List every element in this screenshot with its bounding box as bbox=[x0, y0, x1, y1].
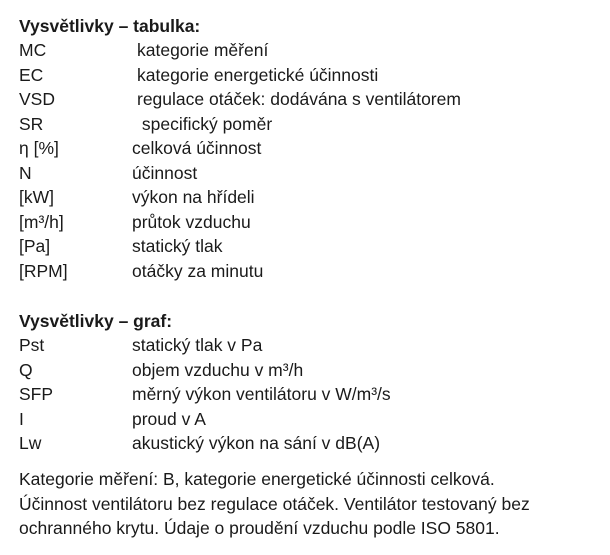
legend-desc: statický tlak bbox=[132, 236, 223, 256]
legend-abbr: [Pa] bbox=[19, 236, 51, 256]
legend-desc: proud v A bbox=[132, 408, 206, 429]
table-legend-row bbox=[19, 259, 604, 284]
table-legend-row bbox=[19, 63, 604, 88]
legend-desc: výkon na hřídeli bbox=[132, 187, 255, 207]
graph-legend-section bbox=[19, 309, 604, 456]
notes-line: ochranného krytu. Údaje o proudění vzduchu podle ISO 5801. bbox=[19, 518, 500, 538]
notes-line: Účinnost ventilátoru bez regulace otáček. Ventilátor testovaný bez bbox=[19, 493, 530, 514]
table-legend-row bbox=[19, 87, 604, 112]
legend-desc: průtok vzduchu bbox=[132, 211, 251, 232]
table-legend-row bbox=[19, 38, 604, 63]
notes-line: Kategorie měření: B, kategorie energetické účinnosti celková. bbox=[19, 469, 495, 489]
graph-legend-row bbox=[19, 358, 604, 383]
legend-abbr: I bbox=[19, 408, 24, 429]
legend-desc: celková účinnost bbox=[132, 138, 262, 158]
legend-desc: otáčky za minutu bbox=[132, 260, 264, 281]
legend-abbr: MC bbox=[19, 40, 47, 60]
table-legend-row bbox=[19, 210, 604, 235]
table-legend-title: Vysvětlivky – tabulka: bbox=[19, 16, 201, 36]
table-legend-section bbox=[19, 14, 604, 283]
table-legend-row bbox=[19, 234, 604, 259]
table-legend-row bbox=[19, 136, 604, 161]
legend-abbr: Lw bbox=[19, 433, 42, 453]
legend-desc: účinnost bbox=[132, 162, 198, 183]
legend-abbr: Pst bbox=[19, 335, 45, 355]
graph-legend-title: Vysvětlivky – graf: bbox=[19, 311, 173, 331]
legend-desc: specifický poměr bbox=[137, 113, 273, 134]
graph-legend-row bbox=[19, 333, 604, 358]
table-legend-row bbox=[19, 112, 604, 137]
table-legend-row bbox=[19, 161, 604, 186]
graph-legend-row bbox=[19, 382, 604, 407]
notes-paragraph bbox=[19, 467, 604, 541]
legend-abbr: Q bbox=[19, 359, 33, 380]
legend-abbr: VSD bbox=[19, 89, 55, 109]
legend-abbr: η [%] bbox=[19, 138, 59, 158]
legend-desc: akustický výkon na sání v dB(A) bbox=[132, 433, 381, 453]
table-legend-row bbox=[19, 185, 604, 210]
legend-abbr: SR bbox=[19, 113, 44, 134]
legend-desc: objem vzduchu v m³/h bbox=[132, 359, 304, 380]
legend-desc: kategorie měření bbox=[137, 40, 269, 60]
legend-abbr: SFP bbox=[19, 384, 54, 404]
legend-desc: kategorie energetické účinnosti bbox=[137, 64, 379, 85]
legend-desc: regulace otáček: dodávána s ventilátorem bbox=[137, 89, 461, 109]
legend-desc: měrný výkon ventilátoru v W/m³/s bbox=[132, 384, 391, 404]
legend-desc: statický tlak v Pa bbox=[132, 335, 263, 355]
graph-legend-row bbox=[19, 431, 604, 456]
legend-abbr: N bbox=[19, 162, 32, 183]
graph-legend-row bbox=[19, 407, 604, 432]
legend-abbr: EC bbox=[19, 64, 44, 85]
legend-abbr: [RPM] bbox=[19, 260, 68, 281]
legend-abbr: [m³/h] bbox=[19, 211, 64, 232]
legend-abbr: [kW] bbox=[19, 187, 54, 207]
